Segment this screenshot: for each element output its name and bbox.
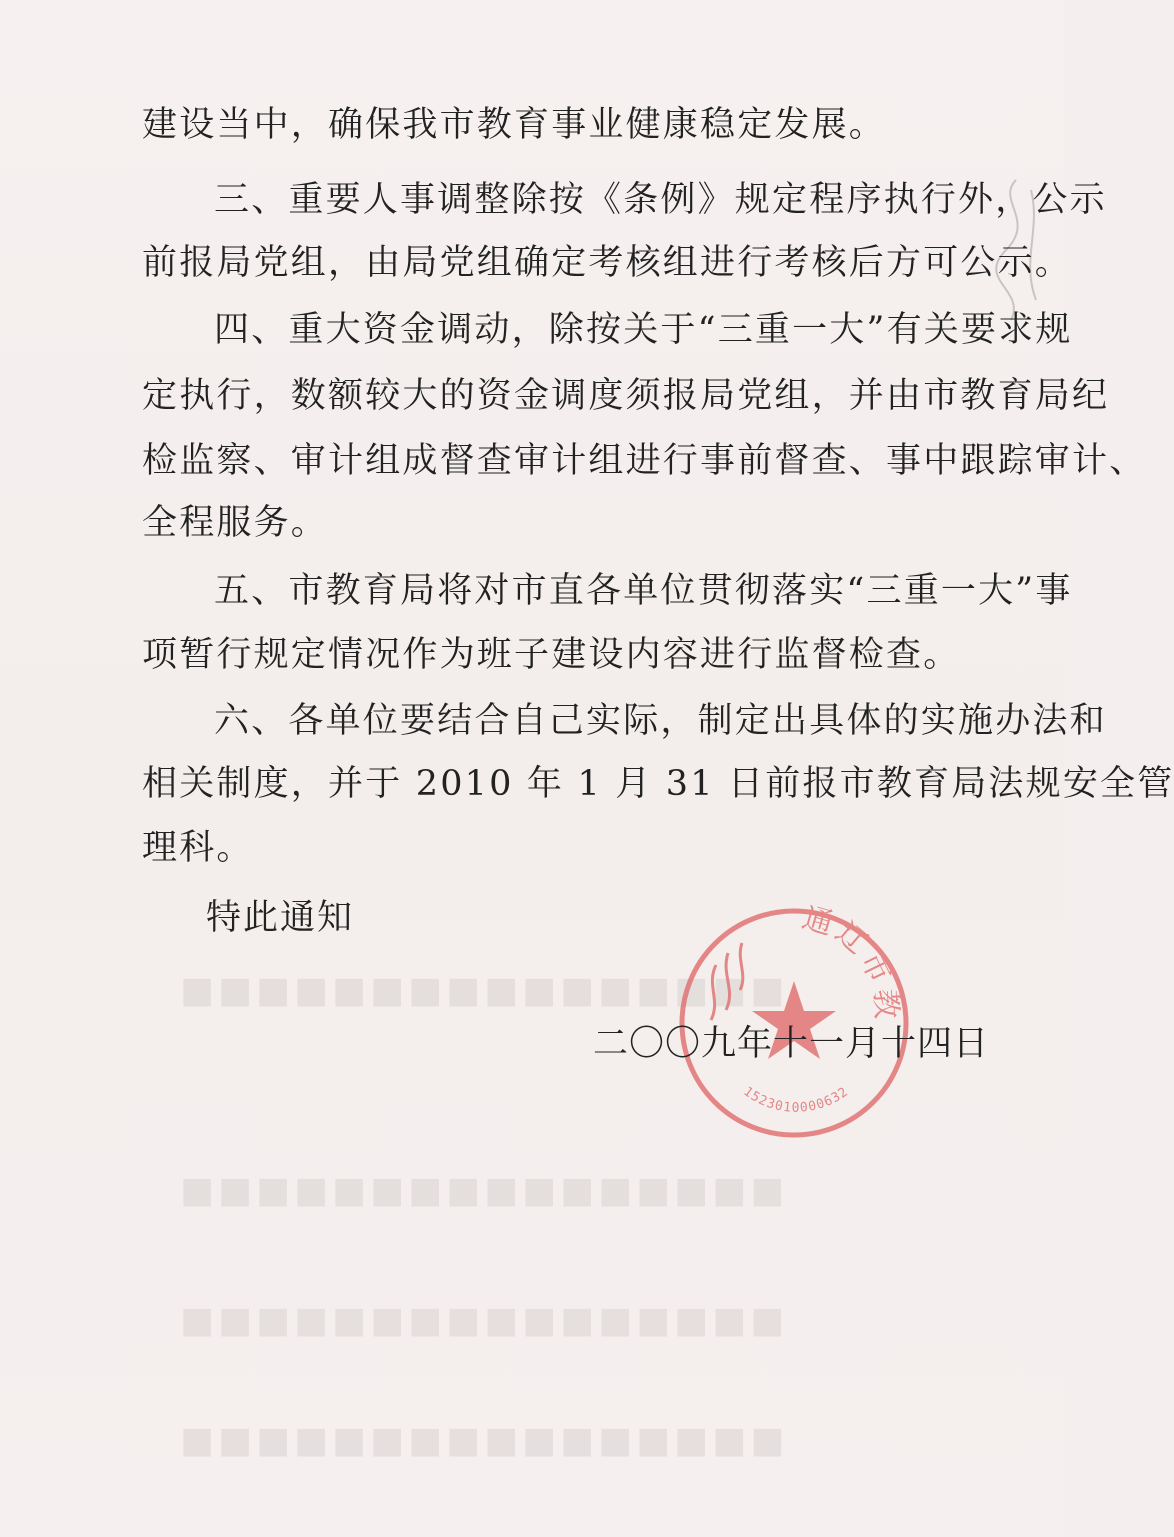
seal-mongolian-script (711, 943, 743, 1020)
paragraph-line: 六、各单位要结合自己实际，制定出具体的实施办法和 (214, 701, 1107, 741)
paragraph-line: 全程服务。 (142, 503, 329, 543)
show-through-text: ■■■■■■■■■■■■■■■■ (180, 1300, 789, 1341)
paragraph-line: 五、市教育局将对市直各单位贯彻落实“三重一大”事 (214, 571, 1073, 611)
paragraph-line: 四、重大资金调动，除按关于“三重一大”有关要求规 (214, 310, 1073, 350)
paragraph-line: 前报局党组，由局党组确定考核组进行考核后方可公示。 (142, 243, 1073, 283)
paragraph-line: 相关制度，并于 2010 年 1 月 31 日前报市教育局法规安全管 (142, 764, 1174, 804)
paragraph-line: 定执行，数额较大的资金调度须报局党组，并由市教育局纪 (142, 376, 1110, 416)
paragraph-line: 项暂行规定情况作为班子建设内容进行监督检查。 (142, 635, 961, 675)
seal-code: 1523010000632 (740, 1084, 852, 1116)
seal-org-name: 通辽市教 (798, 905, 904, 1024)
issue-date: 二〇〇九年十一月十四日 (593, 1024, 990, 1064)
paragraph-line: 三、重要人事调整除按《条例》规定程序执行外，公示 (214, 180, 1107, 220)
paragraph-line: 检监察、审计组成督查审计组进行事前督查、事中跟踪审计、 (142, 441, 1147, 481)
show-through-text: ■■■■■■■■■■■■■■■■ (180, 1420, 789, 1461)
paragraph-line: 理科。 (142, 828, 254, 868)
show-through-text: ■■■■■■■■■■■■■■■■ (180, 970, 789, 1011)
paragraph-line: 建设当中，确保我市教育事业健康稳定发展。 (142, 105, 887, 145)
closing-remark: 特此通知 (206, 898, 355, 938)
show-through-text: ■■■■■■■■■■■■■■■■ (180, 1170, 789, 1211)
